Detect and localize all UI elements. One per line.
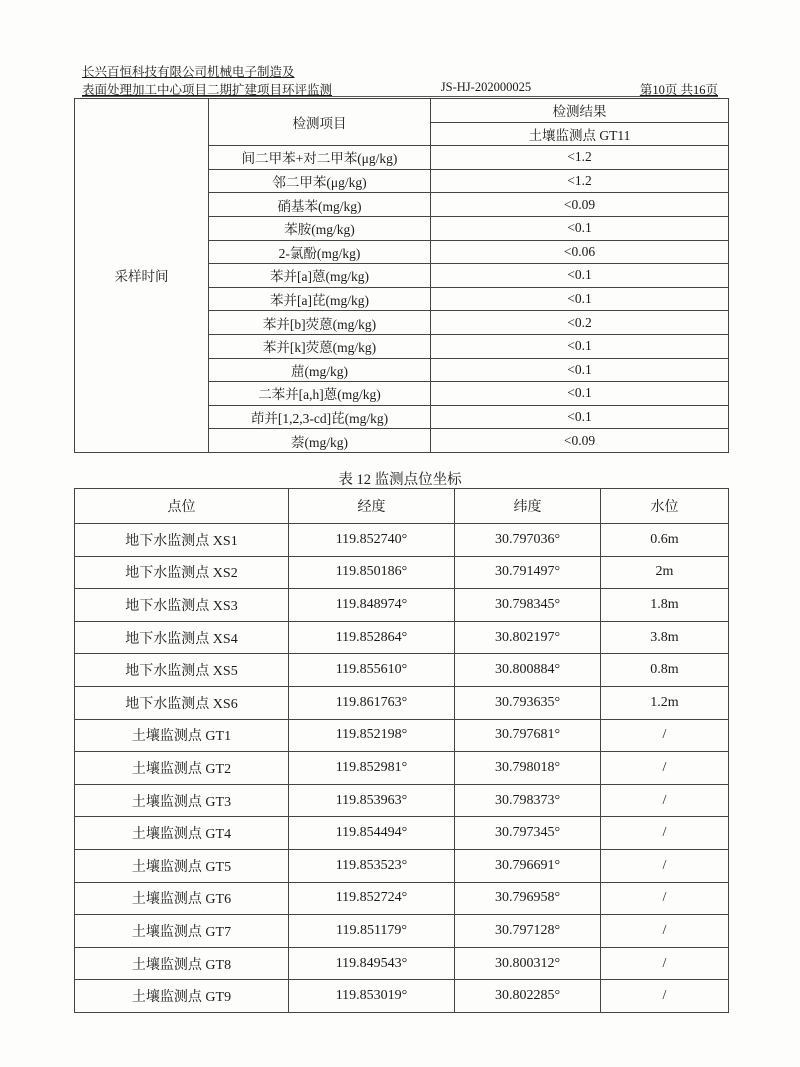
point-name: 土壤监测点 GT2 xyxy=(75,752,289,785)
test-item: 硝基苯(mg/kg) xyxy=(209,193,431,217)
results-table xyxy=(74,98,729,453)
test-value: <0.09 xyxy=(431,193,729,217)
table-row xyxy=(75,980,729,1013)
water-level: 3.8m xyxy=(601,621,729,654)
test-value: <1.2 xyxy=(431,146,729,170)
longitude: 119.855610° xyxy=(289,654,455,687)
latitude: 30.800884° xyxy=(455,654,601,687)
table-row xyxy=(75,621,729,654)
point-name: 地下水监测点 XS5 xyxy=(75,654,289,687)
point-name: 地下水监测点 XS6 xyxy=(75,686,289,719)
water-level: / xyxy=(601,980,729,1013)
test-item: 茚并[1,2,3-cd]芘(mg/kg) xyxy=(209,405,431,429)
test-value: <1.2 xyxy=(431,169,729,193)
point-name: 地下水监测点 XS1 xyxy=(75,524,289,557)
water-level: / xyxy=(601,915,729,948)
table-row xyxy=(75,882,729,915)
table-row xyxy=(75,524,729,557)
test-item: 䓛(mg/kg) xyxy=(209,358,431,382)
table-row xyxy=(75,686,729,719)
point-name: 地下水监测点 XS3 xyxy=(75,589,289,622)
report-number: JS-HJ-202000025 xyxy=(440,80,532,94)
header-point: 点位 xyxy=(75,489,289,524)
longitude: 119.852740° xyxy=(289,524,455,557)
latitude: 30.793635° xyxy=(455,686,601,719)
point-name: 土壤监测点 GT7 xyxy=(75,915,289,948)
table-row xyxy=(75,556,729,589)
latitude: 30.800312° xyxy=(455,947,601,980)
table-row xyxy=(75,654,729,687)
longitude: 119.852724° xyxy=(289,882,455,915)
point-name: 土壤监测点 GT3 xyxy=(75,784,289,817)
point-name: 地下水监测点 XS4 xyxy=(75,621,289,654)
longitude: 119.848974° xyxy=(289,589,455,622)
point-name: 土壤监测点 GT8 xyxy=(75,947,289,980)
latitude: 30.802197° xyxy=(455,621,601,654)
water-level: 0.6m xyxy=(601,524,729,557)
test-item: 萘(mg/kg) xyxy=(209,429,431,453)
header-sample-point: 土壤监测点 GT11 xyxy=(431,122,729,146)
header-row xyxy=(75,489,729,524)
table-row xyxy=(75,817,729,850)
test-item: 苯并[a]蒽(mg/kg) xyxy=(209,264,431,288)
latitude: 30.798373° xyxy=(455,784,601,817)
water-level: / xyxy=(601,784,729,817)
header-water-level: 水位 xyxy=(601,489,729,524)
test-value: <0.1 xyxy=(431,382,729,406)
longitude: 119.851179° xyxy=(289,915,455,948)
point-name: 地下水监测点 XS2 xyxy=(75,556,289,589)
test-value: <0.1 xyxy=(431,216,729,240)
latitude: 30.796958° xyxy=(455,882,601,915)
header-test-item: 检测项目 xyxy=(209,99,431,146)
longitude: 119.853963° xyxy=(289,784,455,817)
test-item: 苯并[b]荧蒽(mg/kg) xyxy=(209,311,431,335)
test-item: 2-氯酚(mg/kg) xyxy=(209,240,431,264)
table-row xyxy=(75,915,729,948)
test-item: 间二甲苯+对二甲苯(μg/kg) xyxy=(209,146,431,170)
longitude: 119.861763° xyxy=(289,686,455,719)
longitude: 119.852864° xyxy=(289,621,455,654)
water-level: / xyxy=(601,752,729,785)
page-number: 第10页 共16页 xyxy=(639,83,718,97)
test-value: <0.1 xyxy=(431,358,729,382)
longitude: 119.850186° xyxy=(289,556,455,589)
coordinates-table xyxy=(74,488,729,1013)
table-row xyxy=(75,849,729,882)
water-level: 1.8m xyxy=(601,589,729,622)
header-latitude: 纬度 xyxy=(455,489,601,524)
header-longitude: 经度 xyxy=(289,489,455,524)
table-row xyxy=(75,947,729,980)
water-level: 0.8m xyxy=(601,654,729,687)
latitude: 30.797128° xyxy=(455,915,601,948)
table-row xyxy=(75,589,729,622)
point-name: 土壤监测点 GT5 xyxy=(75,849,289,882)
water-level: / xyxy=(601,882,729,915)
point-name: 土壤监测点 GT1 xyxy=(75,719,289,752)
longitude: 119.853523° xyxy=(289,849,455,882)
longitude: 119.853019° xyxy=(289,980,455,1013)
table-row xyxy=(75,784,729,817)
water-level: / xyxy=(601,719,729,752)
latitude: 30.791497° xyxy=(455,556,601,589)
water-level: / xyxy=(601,817,729,850)
header-sampling-time: 采样时间 xyxy=(75,99,209,453)
table-row xyxy=(75,752,729,785)
test-value: <0.1 xyxy=(431,405,729,429)
test-value: <0.1 xyxy=(431,334,729,358)
water-level: / xyxy=(601,849,729,882)
table-caption: 表 12 监测点位坐标 xyxy=(338,472,462,488)
header-test-result: 检测结果 xyxy=(431,99,729,123)
latitude: 30.797036° xyxy=(455,524,601,557)
point-name: 土壤监测点 GT9 xyxy=(75,980,289,1013)
longitude: 119.849543° xyxy=(289,947,455,980)
test-value: <0.1 xyxy=(431,287,729,311)
latitude: 30.797345° xyxy=(455,817,601,850)
latitude: 30.802285° xyxy=(455,980,601,1013)
test-value: <0.06 xyxy=(431,240,729,264)
test-item: 苯胺(mg/kg) xyxy=(209,216,431,240)
point-name: 土壤监测点 GT6 xyxy=(75,882,289,915)
latitude: 30.796691° xyxy=(455,849,601,882)
test-item: 苯并[a]芘(mg/kg) xyxy=(209,287,431,311)
test-item: 邻二甲苯(μg/kg) xyxy=(209,169,431,193)
water-level: 1.2m xyxy=(601,686,729,719)
table-row xyxy=(75,719,729,752)
header-project-line2: 表面处理加工中心项目二期扩建项目环评监测 xyxy=(82,83,333,97)
test-value: <0.2 xyxy=(431,311,729,335)
longitude: 119.854494° xyxy=(289,817,455,850)
latitude: 30.798018° xyxy=(455,752,601,785)
longitude: 119.852981° xyxy=(289,752,455,785)
latitude: 30.798345° xyxy=(455,589,601,622)
point-name: 土壤监测点 GT4 xyxy=(75,817,289,850)
test-item: 二苯并[a,h]蒽(mg/kg) xyxy=(209,382,431,406)
longitude: 119.852198° xyxy=(289,719,455,752)
water-level: / xyxy=(601,947,729,980)
test-value: <0.09 xyxy=(431,429,729,453)
header-divider xyxy=(82,96,718,97)
latitude: 30.797681° xyxy=(455,719,601,752)
test-value: <0.1 xyxy=(431,264,729,288)
test-item: 苯并[k]荧蒽(mg/kg) xyxy=(209,334,431,358)
water-level: 2m xyxy=(601,556,729,589)
header-project-line1: 长兴百恒科技有限公司机械电子制造及 xyxy=(82,65,295,79)
